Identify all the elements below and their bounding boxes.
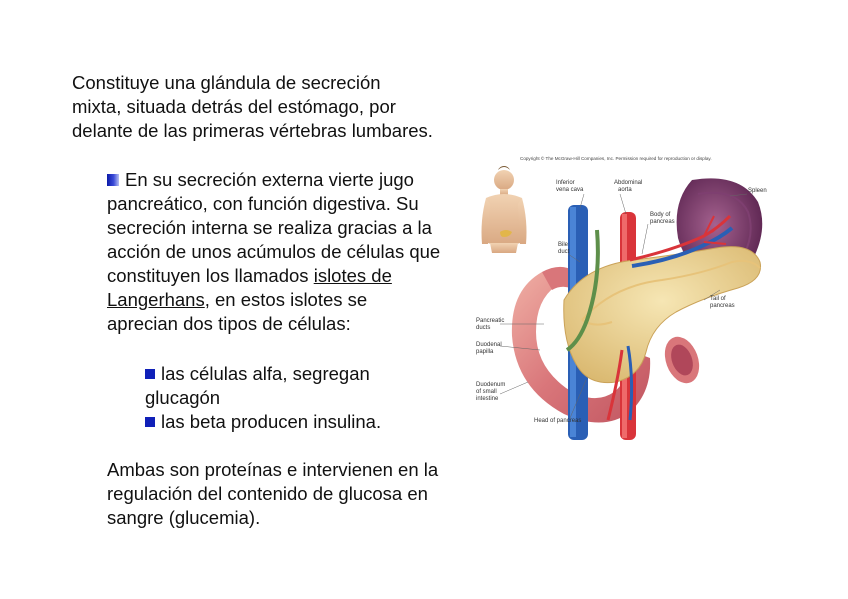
list-item-alpha-cont: glucagón <box>145 387 221 408</box>
label-spleen: Spleen <box>748 188 767 194</box>
intro-paragraph <box>72 71 482 143</box>
figure-copyright: Copyright © The McGraw-Hill Companies, Inc. Permission required for reproduction or display. <box>520 156 712 161</box>
secretion-line <box>107 168 477 192</box>
secretion-line <box>107 264 477 288</box>
label-abdominal-aorta: Abdominal <box>614 180 643 186</box>
label-pancreatic-ducts-2: ducts <box>476 325 491 331</box>
secretion-line: secreción interna se realiza gracias a la <box>107 217 432 238</box>
label-bile-duct-2: duct <box>558 249 570 255</box>
alpha-text: las células alfa, segregan <box>161 363 370 384</box>
pancreas-illustration <box>472 150 772 440</box>
bullet-square-icon <box>107 174 119 186</box>
beta-text: las beta producen insulina. <box>161 411 382 432</box>
secretion-paragraph <box>107 168 477 336</box>
secretion-text: constituyen los llamados <box>107 265 314 286</box>
label-abdominal-aorta-2: aorta <box>618 187 632 193</box>
label-duodenum-3: intestine <box>476 396 499 402</box>
secretion-line <box>107 288 477 312</box>
label-pancreatic-ducts: Pancreatic <box>476 318 505 324</box>
label-inferior-vena-cava: Inferior <box>556 180 575 186</box>
list-item-alpha <box>145 362 475 386</box>
label-body-of-pancreas-2: pancreas <box>650 219 675 225</box>
secretion-line: aprecian dos tipos de células: <box>107 313 351 334</box>
langerhans-link[interactable]: Langerhans <box>107 289 205 310</box>
list-item-beta <box>145 410 475 434</box>
label-duodenum: Duodenum <box>476 382 506 388</box>
closing-line: Ambas son proteínas e intervienen en la <box>107 459 439 480</box>
intro-line: delante de las primeras vértebras lumbares. <box>72 120 433 141</box>
bullet-square-icon <box>145 369 155 379</box>
bullet-square-icon <box>145 417 155 427</box>
closing-line: regulación del contenido de glucosa en <box>107 483 428 504</box>
cell-types-list <box>145 362 475 434</box>
pancreas-shape <box>564 247 761 383</box>
secretion-text: En su secreción externa vierte jugo <box>125 169 414 190</box>
secretion-line: pancreático, con función digestiva. Su <box>107 193 419 214</box>
closing-line: sangre (glucemia). <box>107 507 261 528</box>
intro-line: mixta, situada detrás del estómago, por <box>72 96 396 117</box>
label-duodenum-2: of small <box>476 389 497 395</box>
body-silhouette-icon <box>482 166 527 253</box>
label-tail-of-pancreas: Tail of <box>710 296 726 302</box>
label-duodenal-papilla: Duodenal <box>476 342 502 348</box>
pancreas-anatomy-figure <box>472 150 772 440</box>
label-tail-of-pancreas-2: pancreas <box>710 303 735 309</box>
label-head-of-pancreas: Head of pancreas <box>534 418 582 424</box>
closing-paragraph <box>107 458 487 530</box>
secretion-line: acción de unos acúmulos de células que <box>107 241 441 262</box>
label-inferior-vena-cava-2: vena cava <box>556 187 584 193</box>
islets-link[interactable]: islotes de <box>313 265 392 286</box>
label-body-of-pancreas: Body of <box>650 212 671 218</box>
label-bile-duct: Bile <box>558 242 569 248</box>
intro-line: Constituye una glándula de secreción <box>72 72 381 93</box>
label-duodenal-papilla-2: papilla <box>476 349 494 355</box>
secretion-text: , en estos islotes se <box>204 289 368 310</box>
